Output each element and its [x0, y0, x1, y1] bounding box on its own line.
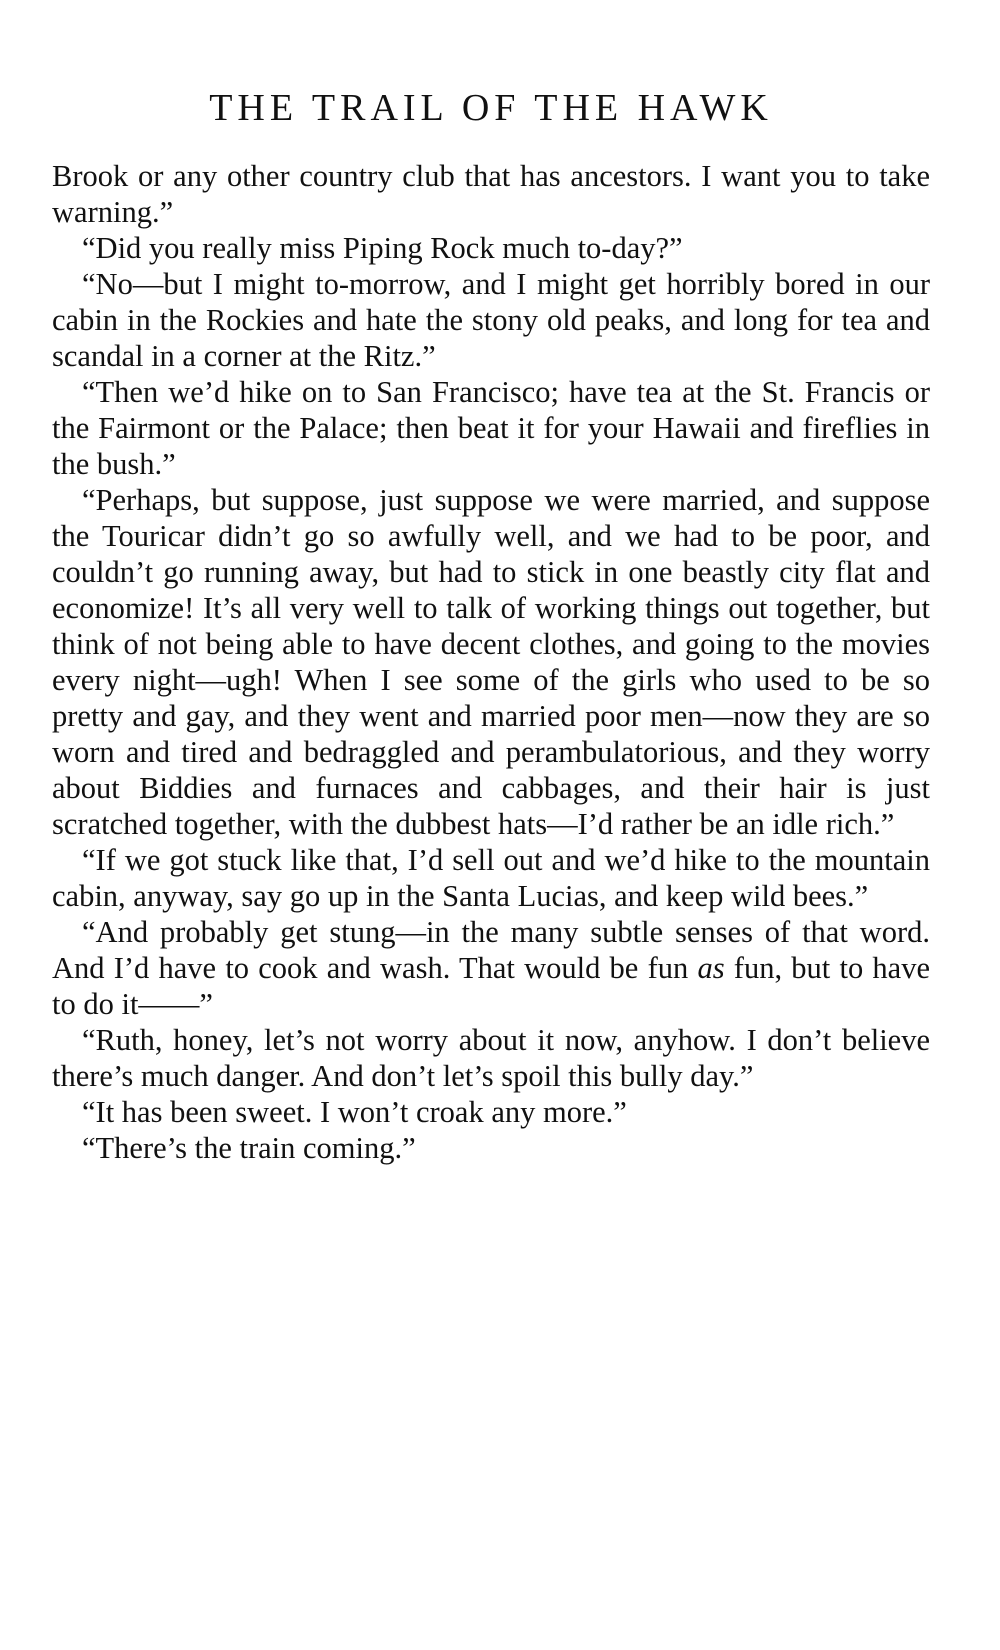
paragraph-10: “There’s the train coming.” [82, 1131, 416, 1165]
paragraph-7-text-a: “And probably get stung—in the many subtle senses of that word. And I’d have to cook and wash. That would be fun [52, 915, 930, 985]
body-text [52, 158, 930, 1166]
paragraph-4: “Then we’d hike on to San Francisco; have tea at the St. Francis or the Fairmont or the Palace; then beat it for your Hawaii and fireflies in the bush.” [52, 375, 930, 481]
paragraph-6: “If we got stuck like that, I’d sell out and we’d hike to the mountain cabin, anyway, say go up in the Santa Lucias, and keep wild bees.” [52, 843, 930, 913]
paragraph-9: “It has been sweet. I won’t croak any more.” [82, 1095, 627, 1129]
paragraph-3: “No—but I might to-morrow, and I might get horribly bored in our cabin in the Rockies and hate the stony old peaks, and long for tea and scandal in a corner at the Ritz.” [52, 267, 930, 373]
paragraph-8: “Ruth, honey, let’s not worry about it now, anyhow. I don’t believe there’s much danger. And don’t let’s spoil this bully day.” [52, 1023, 930, 1093]
paragraph-2: “Did you really miss Piping Rock much to-day?” [82, 231, 683, 265]
paragraph-7-italic-word: as [697, 951, 725, 985]
running-header-title: THE TRAIL OF THE HAWK [209, 87, 773, 129]
paragraph-7-text-b: fun, but to have to do it——” [52, 951, 930, 1021]
paragraph-7 [52, 914, 930, 1022]
paragraph-1: Brook or any other country club that has ancestors. I want you to take warning.” [52, 159, 930, 229]
paragraph-5: “Perhaps, but suppose, just suppose we were married, and suppose the Touricar didn’t go so awfully well, and we had to be poor, and couldn’t go running away, but had to stick in one beastly city flat and economize! It’s all very well to talk of working things out together, but think of not being able to have decent clothes, and going to the movies every night—ugh! When I see some of the girls who used to be so pretty and gay, and they went and married poor men—now they are so worn and tired and bedraggled and perambulatorious, and they worry about Biddies and furnaces and cabbages, and their hair is just scratched together, with the dubbest hats—I’d rather be an idle rich.” [52, 483, 930, 841]
